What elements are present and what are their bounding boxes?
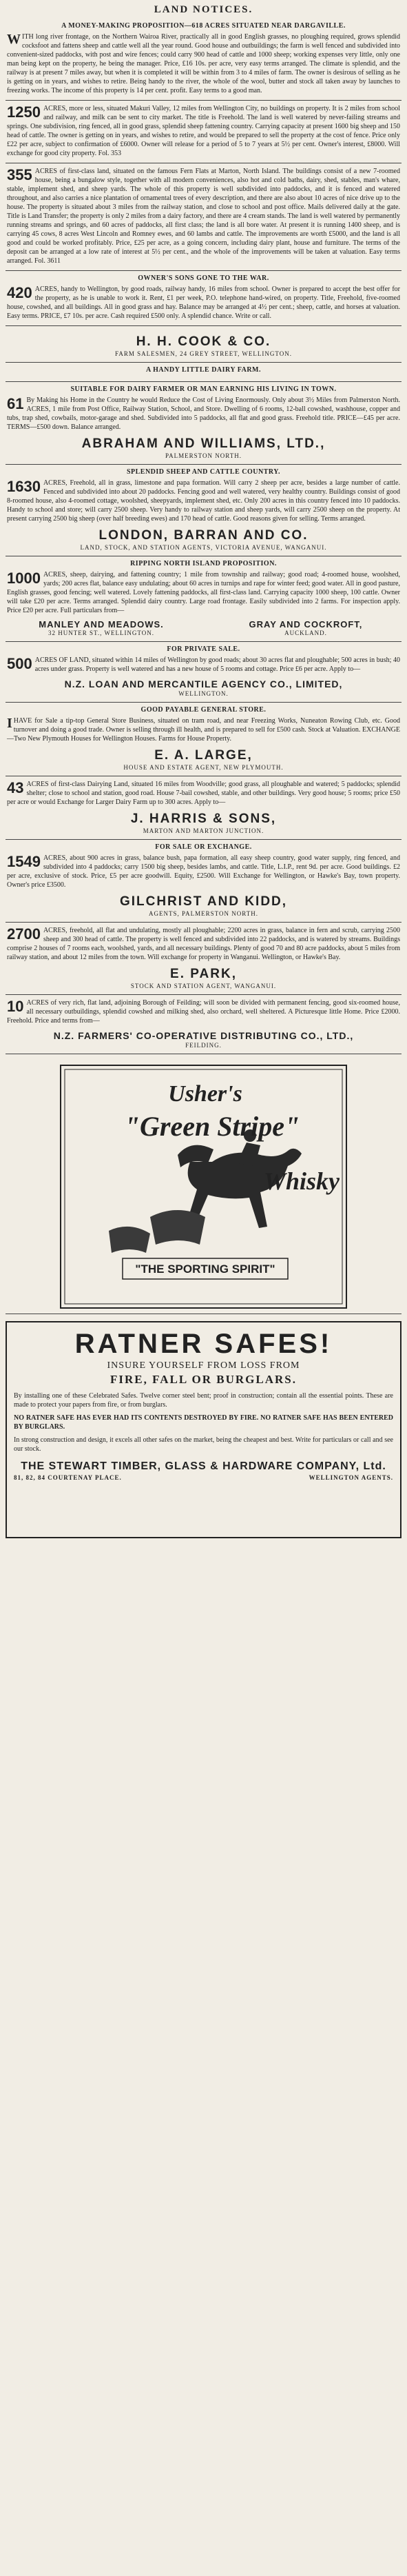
- ratner-line2: FIRE, FALL OR BURGLARS.: [110, 1373, 297, 1386]
- ad-acreage: 1630: [7, 478, 41, 495]
- ad-body: [7, 716, 400, 743]
- ad-body: [7, 479, 400, 523]
- ad-firm-address: AUCKLAND.: [284, 630, 327, 636]
- ad-heading: OWNER'S SONS GONE TO THE WAR.: [138, 274, 269, 282]
- ad-heading: SUITABLE FOR DAIRY FARMER OR MAN EARNING HIS LIVING IN TOWN.: [70, 385, 337, 393]
- advertisement: [6, 163, 401, 271]
- ad-text: ACRES, sheep, dairying, and fattening country; 1 mile from township and railway; good road; 4-roomed house, woolshed, yards; 200 acres flat, balance easy undulating; about 60 acres in turnips and rape for winter feed; good water. All in good pasture, English grasses, good fencing; well watered. Lovely fattening paddocks, all first-class land. Carrying capacity 1000 sheep, 100 cattle. Owner will take £20 per acre. Terms arranged. Splendid dairy country. Large road frontage. Easily subdivided into 2 farms. For inspection apply. Price £20 per acre. Full particulars from—: [7, 571, 400, 614]
- ad-firm-address: LAND, STOCK, AND STATION AGENTS, VICTORIA AVENUE, WANGANUI.: [80, 544, 327, 551]
- ad-text: ACRES, freehold, all flat and undulating, mostly all ploughable; 2200 acres in grass, balance in fern and scrub, carrying 2500 sheep and 300 head of cattle. The property is well fenced and subdivided into 22 paddocks, and is watered by streams. Buildings comprise 2 houses of 7 rooms each, woolshed, yards, and all necessary buildings. Plenty of good 70 and 80 acre paddocks, about 5 miles from railway station, and about 12 miles from the town. Will exchange for property in Wanganui. Wellington, or Hawke's Bay.: [7, 927, 400, 961]
- whisky-name: "Green Stripe": [124, 1111, 300, 1142]
- ad-heading: FOR PRIVATE SALE.: [167, 645, 240, 653]
- ad-text: ACRES, more or less, situated Makuri Valley, 12 miles from Wellington City, no buildings on property. It is 2 miles from school and railway, and milk can be sent to city market. The title is Freehold. The land is well watered by never-failing streams and springs. One subdivision, ring fenced, all in good grass, splendid sheep fattening country. Carrying capacity at present 1600 big sheep and 150 head of cattle. The owner is getting on in years, and wishes to retire, and would be prepared to sell the property at the cost of fence. Price only £22 per acre, subject to confirmation of £6000. Owner will release for a period of 5 to 7 years at 5½ per cent. Owner's interest, £8000. Will exchange for good city property. Fol. 353: [7, 105, 400, 157]
- ad-body: [7, 656, 400, 674]
- ad-acreage: 43: [7, 779, 24, 796]
- ratner-para2: NO RATNER SAFE HAS EVER HAD ITS CONTENTS DESTROYED BY FIRE. NO RATNER SAFE HAS BEEN ENTERED BY BURGLARS.: [14, 1414, 393, 1431]
- ad-firm-name: LONDON, BARRAN AND CO.: [98, 528, 309, 543]
- ad-body: [7, 926, 400, 962]
- ad-text: ITH long river frontage, on the Northern Wairoa River, practically all in good English grasses, no ploughing required, grows splendid cocksfoot and fattens sheep and cattle well all the year round. Good house and outbuildings; the farm is well fenced and subdivided into convenient-sized paddocks, with post and wire fences; could carry 900 head of cattle and 1000 sheep; working expenses very little, only one man being kept on the property, he being the manager. Price, £16 10s. per acre, very easy terms arranged. The climate is splendid, and the railway is at present 7 miles away, but when it is completed it will be within from 3 to 4 miles of farm. The owner is desirous of selling as he is getting on in years, and wishes to retire. Being handy to the river, the whole of the wool, butter and stock all taken away by launches to freezing works. The income of this property is 14 per cent. profit. Easy terms to a good man.: [7, 33, 400, 94]
- ad-firm-name: GRAY AND COCKROFT,: [249, 619, 363, 630]
- advertisement: [6, 19, 401, 101]
- ad-acreage: 1250: [7, 103, 41, 121]
- ad-firm-name: E. PARK,: [170, 967, 237, 981]
- ad-body: [7, 167, 400, 265]
- newspaper-page: [6, 0, 401, 1538]
- advertisement: [6, 271, 401, 326]
- ad-firm-name: N.Z. FARMERS' CO-OPERATIVE DISTRIBUTING CO., LTD.,: [53, 1030, 354, 1041]
- advertisement: [6, 465, 401, 556]
- ad-acreage: 2700: [7, 925, 41, 943]
- ad-acreage: 61: [7, 395, 24, 412]
- ad-body: [7, 285, 400, 321]
- ad-acreage: 420: [7, 284, 32, 301]
- advertisement: [6, 923, 401, 995]
- ad-firm-address: FARM SALESMEN, 24 GREY STREET, WELLINGTON.: [115, 350, 292, 357]
- ads-column: [6, 19, 401, 1054]
- ad-body: [7, 854, 400, 889]
- ad-text: ACRES, handy to Wellington, by good roads, railway handy, 16 miles from school. Owner is prepared to accept the best offer for the property, as he is unable to work it. Rent, £1 per week, P.O. telephone hand-wired, on property. Title, Freehold, five-roomed house, cowshed, and all buildings. All in good grass and hay. Balance may be arranged at 4½ per cent.; sheep, cattle, and horses at valuation. Easy terms. PRICE, £7 10s. per acre. Cash required £500 only. A splendid chance. Write or call.: [7, 285, 400, 320]
- ad-body: [7, 998, 400, 1025]
- ad-text: ACRES of first-class land, situated on the famous Fern Flats at Marton, North Island. The buildings consist of a new 7-roomed house, being a bungalow style, together with all modern conveniences, also hot and cold baths, dairy, shed, stables, man's whare, stable, implement shed, and sheep yards. The whole of this property is well subdivided into paddocks, and it is fenced and watered throughout, and also carries a nice plantation of ornamental trees of every description, and there are also about 10 acres of nice drive up to the house. The property is situated about 3 miles from the railway station, and close to school and post office. Mails delivered daily at the gate. Title is Land Transfer; the property is only 2 miles from a dairy factory, and there are 4 cream stands. The land is well watered by permanently running streams and springs, and 60 acres of paddocks, all first class; the land is all bore water. At present it is running 1400 sheep, and is carrying 45 cows, 8 acres West Lincoln and Romney ewes, and 60 lambs and cattle. The improvements are worth £5000, and the land is all good and could be worked profitably. Price, £25 per acre, as a going concern, including dairy plant, house and furniture. The terms of the deposit can be arranged at a low rate of interest at 5½ per cent., and the whole of the improvements will be taken at valuation. Easy terms arranged. Fol. 3611: [7, 168, 400, 265]
- ad-firm-name: E. A. LARGE,: [154, 748, 253, 763]
- ad-firm-address: STOCK AND STATION AGENT, WANGANUI.: [130, 983, 277, 989]
- ad-body: [7, 32, 400, 95]
- advertisement: [6, 995, 401, 1054]
- whisky-advertisement: [6, 1058, 401, 1314]
- advertisement: [6, 556, 401, 642]
- ad-heading: RIPPING NORTH ISLAND PROPOSITION.: [130, 560, 277, 567]
- ad-heading: GOOD PAYABLE GENERAL STORE.: [140, 706, 267, 714]
- ratner-title: RATNER SAFES!: [74, 1329, 333, 1359]
- ratner-address-left: 81, 82, 84 COURTENAY PLACE.: [14, 1474, 122, 1481]
- advertisement: [6, 101, 401, 163]
- ad-acreage: 1000: [7, 570, 41, 587]
- ratner-line1: INSURE YOURSELF FROM LOSS FROM: [107, 1360, 300, 1371]
- ad-body: [7, 570, 400, 615]
- ad-firm-address: PALMERSTON NORTH.: [165, 452, 242, 459]
- ad-firm-address: HOUSE AND ESTATE AGENT, NEW PLYMOUTH.: [123, 764, 284, 771]
- whisky-product: Whisky: [263, 1167, 340, 1195]
- ad-heading: A MONEY-MAKING PROPOSITION—618 ACRES SITUATED NEAR DARGAVILLE.: [61, 22, 346, 30]
- section-title: LAND NOTICES.: [154, 4, 253, 15]
- ad-text: ACRES, about 900 acres in grass, balance bush, papa formation, all easy sheep country, good water supply, ring fenced, and subdivided into 4 paddocks; carry 1500 big sheep, besides lambs, and cattle. Title, L.I.P., rent 9d. per acre. Good buildings. £2 per acre, exclusive of stock. Price, £5 per acre goodwill. Equity, £2500. Will Exchange for Wellington, or Hawke's Bay, town property. Owner's price £3500.: [7, 854, 400, 889]
- ad-text: By Making his Home in the Country he would Reduce the Cost of Living Enormously. Only about 3½ Miles from Palmerston North. ACRES, 1 mile from Post Office, Railway Station, School, and Store. Dwelling of 6 rooms, 12-ball cowshed, washhouse, copper and tubs, trap shed, cowbails, motor-garage and shed. Subdivided into 5 paddocks, all flat and good grass. Freehold title. PRICE—£45 per acre. TERMS—£500 down. Balance arranged.: [7, 396, 400, 431]
- ad-body: [7, 780, 400, 807]
- ad-text: ACRES of first-class Dairying Land, situated 16 miles from Woodville; good grass, all ploughable and watered; 5 paddocks; splendid shelter; close to school and station, good road. House 7-bail cowshed, stable, and other buildings. Very good house; 5 rooms; price £50 per acre or would Exchange for Larger Dairy Farm up to 300 acres. Apply to—: [7, 781, 400, 806]
- ratner-advertisement: [6, 1321, 401, 1538]
- ad-body: [7, 104, 400, 158]
- whisky-illustration: [6, 1058, 401, 1314]
- advertisement: [6, 382, 401, 465]
- ad-firm-address: 32 HUNTER ST., WELLINGTON.: [48, 630, 155, 636]
- ad-acreage: 355: [7, 166, 32, 183]
- ad-firm-name: J. HARRIS & SONS,: [130, 812, 277, 826]
- advertisement: [6, 642, 401, 703]
- ad-acreage: 1549: [7, 853, 41, 870]
- ad-firm-name: GILCHRIST AND KIDD,: [119, 894, 288, 909]
- ad-text: HAVE for Sale a tip-top General Store Business, situated on tram road, and near Freezing Works, Nuneaton Rowing Club, etc. Good turnover and doing a good trade. Owner is selling through ill health, and is prepared to sell for £500 cash. Stock at Valuation. EXCHANGE—Two New Plymouth Houses for Wellington Houses. Farms for House Property.: [7, 717, 400, 743]
- ad-text: ACRES of very rich, flat land, adjoining Borough of Feilding; will soon be divided with permanent fencing, good six-roomed house, all necessary outbuildings, splendid cowshed and milking shed, also orchard, well sheltered. A Picturesque little Home. Price £2000. Freehold. Price and terms from—: [7, 999, 400, 1025]
- advertisement: [6, 703, 401, 776]
- ad-drop-cap: I: [7, 716, 12, 731]
- ad-firm-address: FEILDING.: [185, 1042, 222, 1049]
- ad-heading: SPLENDID SHEEP AND CATTLE COUNTRY.: [126, 468, 281, 476]
- ad-firm-name: MANLEY AND MEADOWS.: [39, 619, 164, 630]
- ad-heading: A HANDY LITTLE DAIRY FARM.: [145, 366, 261, 374]
- ad-text: ACRES, Freehold, all in grass, limestone and papa formation. Will carry 2 sheep per acre, besides a large number of cattle. Fenced and subdivided into about 20 paddocks. Fencing good and well watered, very healthy country. Buildings consist of good 8-roomed house, also 4-roomed cottage, woolshed, sheepyards, implement shed, etc. Only 200 acres in this country fenced into 10 paddocks. Handy to school and store; will carry 2500 sheep. Very handy to railway station and sheep yards, will carry 2500 sheep on the property. At present carrying 2500 big sheep (over half breeding ewes) and 170 head of cattle. Good reasons given for selling. Terms arranged.: [7, 479, 400, 523]
- advertisement: [6, 840, 401, 923]
- ratner-para3: In strong construction and design, it excels all other safes on the market, being the cheapest and best. Write for particulars or call and see our stock.: [14, 1436, 393, 1453]
- ad-drop-cap: W: [7, 32, 21, 47]
- ad-firm-name: N.Z. LOAN AND MERCANTILE AGENCY CO., LIMITED,: [64, 678, 343, 690]
- ad-firm-address: AGENTS, PALMERSTON NORTH.: [149, 910, 258, 917]
- ad-heading: FOR SALE OR EXCHANGE.: [155, 843, 252, 851]
- ad-text: ACRES OF LAND, situated within 14 miles of Wellington by good roads; about 30 acres flat and ploughable; 500 acres in bush; 40 acres under grass. Property is well watered and has a new house of 5 rooms and cottage. Price £6 per acre. Apply to—: [34, 656, 400, 673]
- advertisement: [6, 326, 401, 363]
- ratner-para1: By installing one of these Celebrated Safes. Twelve corner steel bent; proof in construction; contain all the essential points. These are made to protect your papers from fire, or from burglars.: [14, 1392, 393, 1409]
- ratner-address-right: WELLINGTON AGENTS.: [309, 1474, 393, 1481]
- ad-firm-address: WELLINGTON.: [178, 690, 229, 697]
- advertisement: [6, 363, 401, 382]
- ad-body: [7, 396, 400, 432]
- advertisement: [6, 776, 401, 840]
- ad-firm-name: H. H. COOK & CO.: [136, 334, 271, 349]
- ad-firm-name: ABRAHAM AND WILLIAMS, LTD.,: [81, 436, 326, 451]
- ad-acreage: 10: [7, 998, 24, 1015]
- whisky-tagline: "THE SPORTING SPIRIT": [135, 1262, 275, 1276]
- ad-firm-address: MARTON AND MARTON JUNCTION.: [143, 827, 264, 834]
- ratner-firm: THE STEWART TIMBER, GLASS & HARDWARE COMPANY, Ltd.: [21, 1460, 386, 1472]
- whisky-brand: Usher's: [168, 1081, 242, 1107]
- ad-acreage: 500: [7, 655, 32, 672]
